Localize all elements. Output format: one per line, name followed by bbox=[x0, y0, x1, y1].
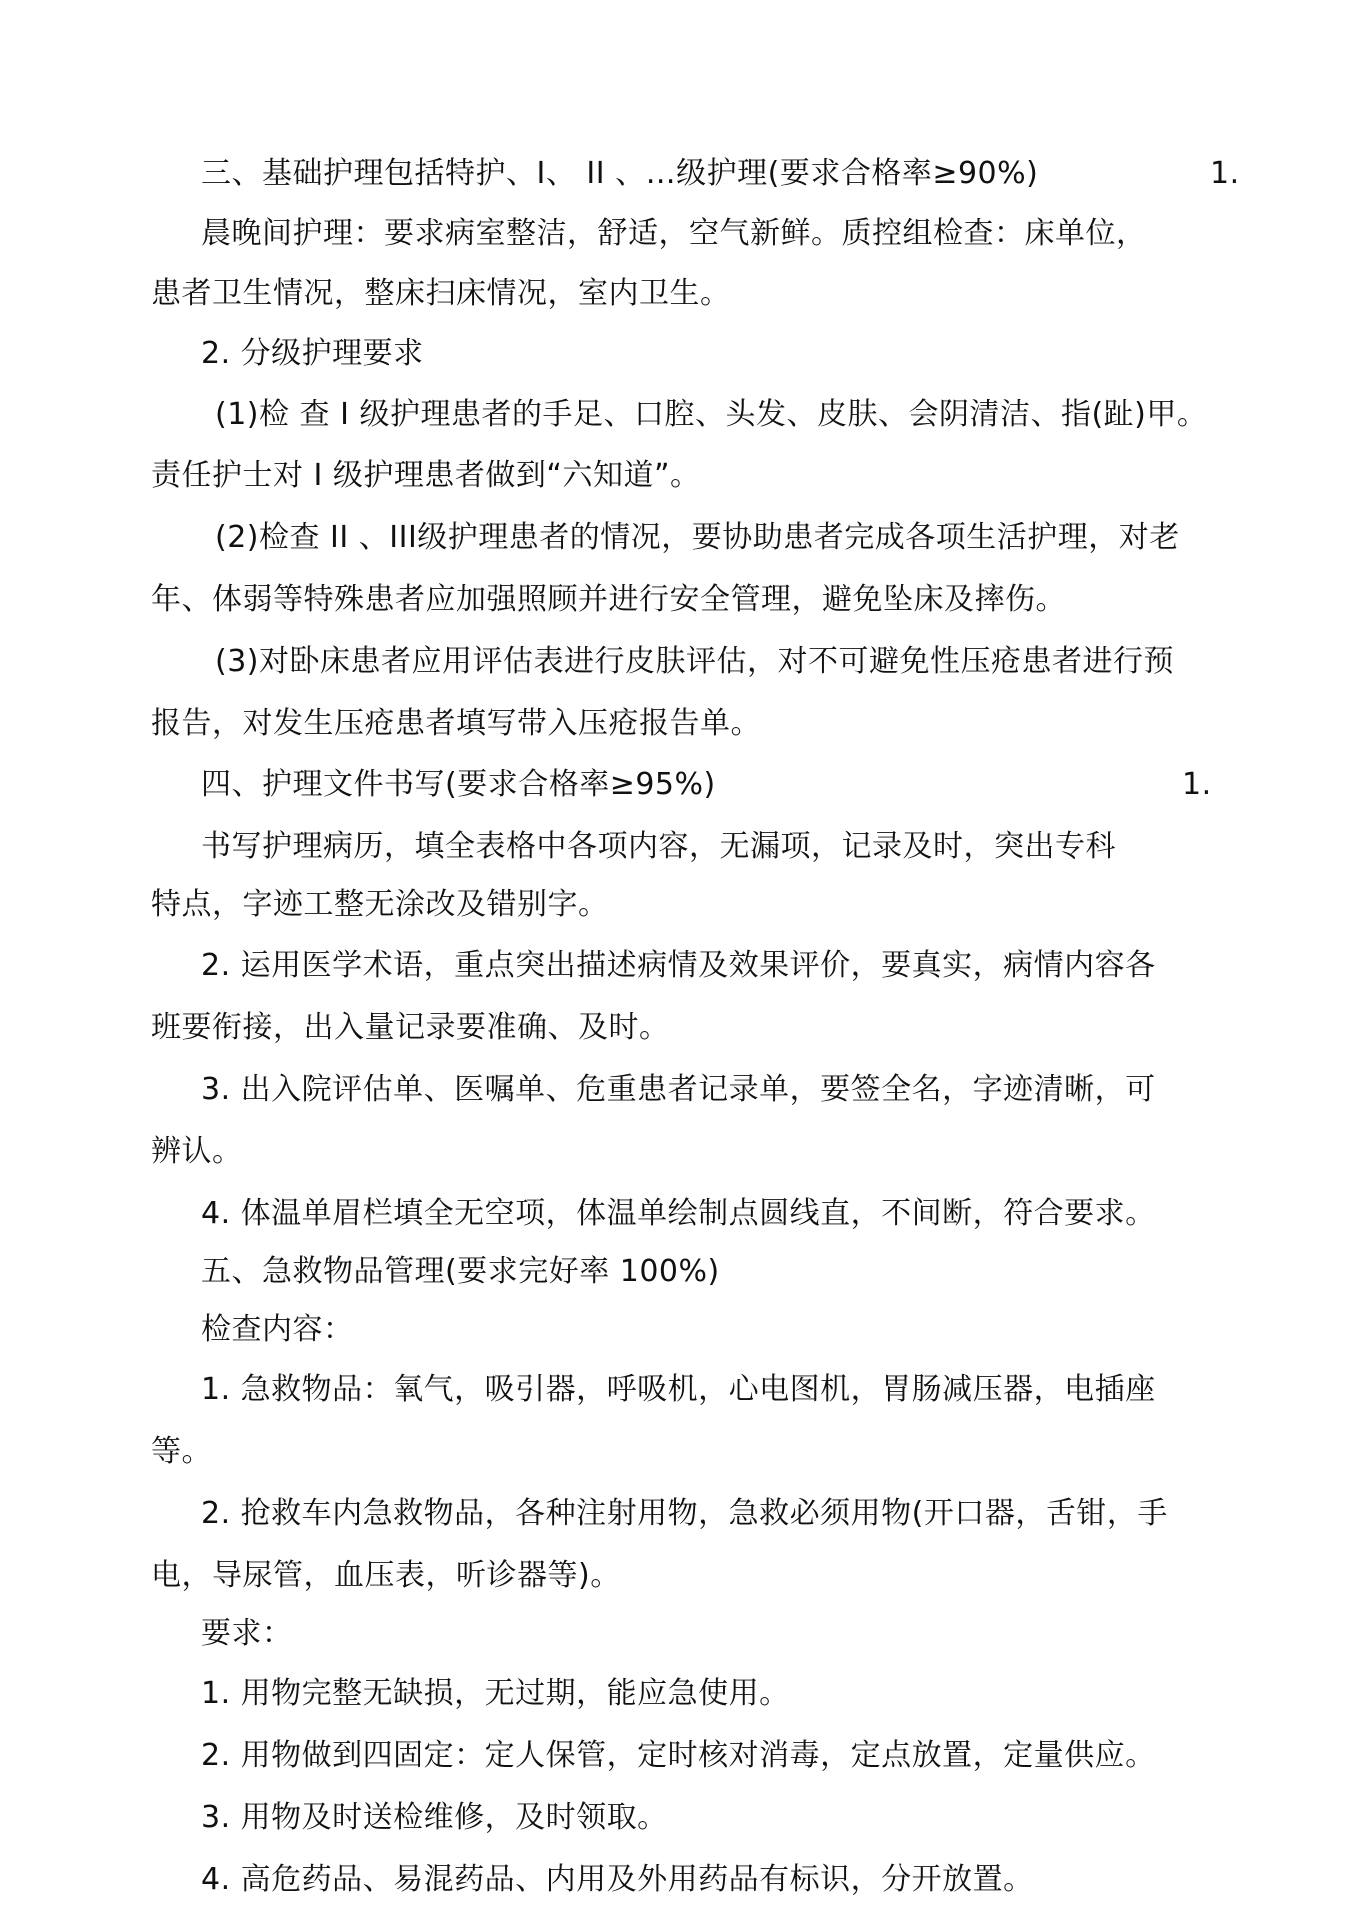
paragraph-line: 特点，字迹工整无涂改及错别字。 bbox=[151, 887, 609, 922]
list-item: 1. 急救物品：氧气，吸引器，呼吸机，心电图机，胃肠减压器，电插座 bbox=[201, 1372, 1156, 1407]
paragraph-line: 晨晚间护理：要求病室整洁，舒适，空气新鲜。质控组检查：床单位， bbox=[201, 216, 1147, 251]
list-item: 2. 用物做到四固定：定人保管，定时核对消毒，定点放置，定量供应。 bbox=[201, 1738, 1156, 1773]
paragraph-line: (1)检 查 I 级护理患者的手足、口腔、头发、皮肤、会阴清洁、指(趾)甲。 bbox=[215, 397, 1208, 432]
subheading: 要求： bbox=[201, 1616, 293, 1651]
paragraph-line: 报告，对发生压疮患者填写带入压疮报告单。 bbox=[151, 706, 761, 741]
paragraph-line: 患者卫生情况，整床扫床情况，室内卫生。 bbox=[151, 276, 731, 311]
paragraph-line: 辨认。 bbox=[151, 1134, 243, 1169]
list-item: 1. 用物完整无缺损，无过期，能应急使用。 bbox=[201, 1676, 790, 1711]
section-heading-5: 五、急救物品管理(要求完好率 100%) bbox=[201, 1254, 720, 1289]
paragraph-line: 等。 bbox=[151, 1434, 212, 1469]
list-item: 2. 分级护理要求 bbox=[201, 336, 424, 371]
paragraph-line: 班要衔接，出入量记录要准确、及时。 bbox=[151, 1010, 670, 1045]
subheading: 检查内容： bbox=[201, 1312, 354, 1347]
paragraph-line: 书写护理病历，填全表格中各项内容，无漏项，记录及时，突出专科 bbox=[201, 829, 1116, 864]
paragraph-line: (3)对卧床患者应用评估表进行皮肤评估，对不可避免性压疮患者进行预 bbox=[215, 644, 1174, 679]
list-item: 2. 运用医学术语，重点突出描述病情及效果评价，要真实，病情内容各 bbox=[201, 948, 1156, 983]
section-heading-4: 四、护理文件书写(要求合格率≥95%) bbox=[201, 767, 716, 802]
paragraph-line: 电，导尿管，血压表，听诊器等)。 bbox=[151, 1558, 621, 1593]
list-item: 4. 体温单眉栏填全无空项，体温单绘制点圆线直，不间断，符合要求。 bbox=[201, 1196, 1156, 1231]
paragraph-line: 责任护士对 I 级护理患者做到“六知道”。 bbox=[151, 458, 701, 493]
paragraph-line: (2)检查 II 、III级护理患者的情况，要协助患者完成各项生活护理，对老 bbox=[215, 520, 1180, 555]
list-marker: 1. bbox=[1182, 767, 1212, 802]
list-item: 4. 高危药品、易混药品、内用及外用药品有标识，分开放置。 bbox=[201, 1862, 1034, 1897]
list-item: 2. 抢救车内急救物品，各种注射用物，急救必须用物(开口器，舌钳，手 bbox=[201, 1496, 1168, 1531]
section-heading-3: 三、基础护理包括特护、I、 II 、…级护理(要求合格率≥90%) bbox=[201, 156, 1039, 191]
list-item: 3. 用物及时送检维修，及时领取。 bbox=[201, 1800, 668, 1835]
list-item: 3. 出入院评估单、医嘱单、危重患者记录单，要签全名，字迹清晰，可 bbox=[201, 1072, 1156, 1107]
list-marker: 1. bbox=[1210, 156, 1240, 191]
paragraph-line: 年、体弱等特殊患者应加强照顾并进行安全管理，避免坠床及摔伤。 bbox=[151, 582, 1066, 617]
